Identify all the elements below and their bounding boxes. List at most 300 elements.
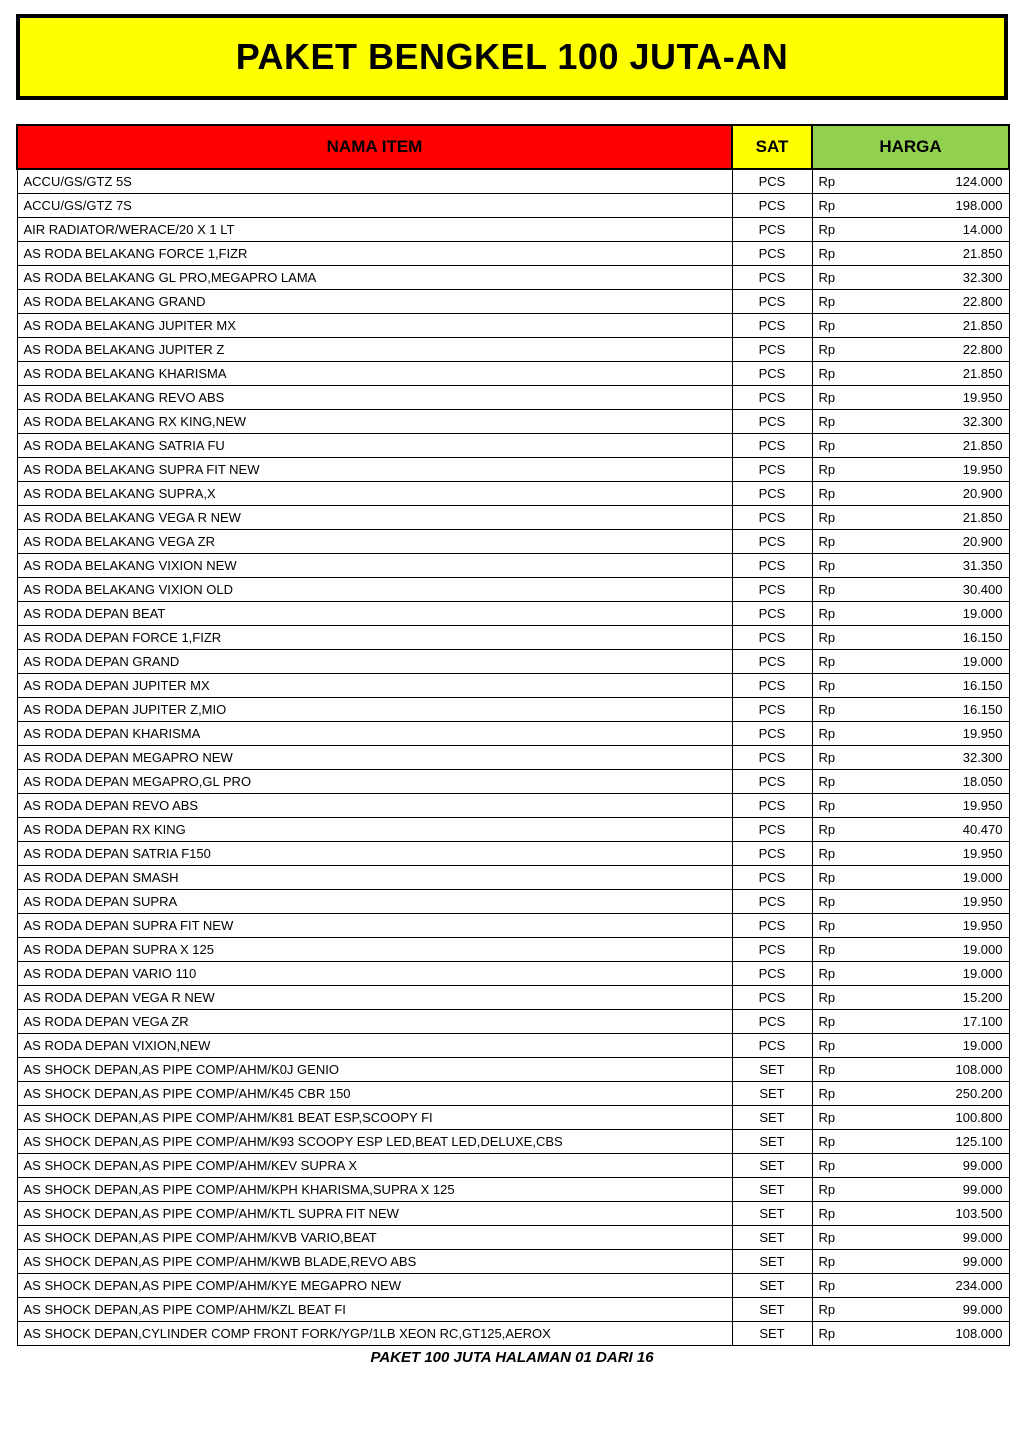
- price-cell: [812, 1273, 1009, 1297]
- price-value: 19.950: [962, 389, 1003, 405]
- currency-label: Rp: [818, 341, 836, 357]
- table-row: [17, 169, 1009, 193]
- table-row: [17, 1321, 1009, 1345]
- unit-cell: PCS: [732, 361, 812, 385]
- price-cell: [812, 409, 1009, 433]
- price-value: 40.470: [962, 821, 1003, 837]
- price-value: 22.800: [962, 341, 1003, 357]
- currency-label: Rp: [818, 317, 836, 333]
- unit-cell: PCS: [732, 649, 812, 673]
- item-name-cell: AS RODA DEPAN VEGA ZR: [17, 1009, 732, 1033]
- unit-cell: PCS: [732, 409, 812, 433]
- table-row: [17, 1105, 1009, 1129]
- unit-cell: SET: [732, 1129, 812, 1153]
- currency-label: Rp: [818, 773, 836, 789]
- currency-label: Rp: [818, 653, 836, 669]
- price-value: 21.850: [962, 365, 1003, 381]
- item-name-cell: AS RODA DEPAN SUPRA FIT NEW: [17, 913, 732, 937]
- table-row: [17, 673, 1009, 697]
- price-value: 108.000: [955, 1325, 1003, 1341]
- item-name-cell: AIR RADIATOR/WERACE/20 X 1 LT: [17, 217, 732, 241]
- table-row: [17, 409, 1009, 433]
- price-cell: [812, 169, 1009, 193]
- table-header: [17, 125, 1009, 169]
- unit-cell: SET: [732, 1321, 812, 1345]
- table-row: [17, 865, 1009, 889]
- table-row: [17, 1177, 1009, 1201]
- unit-cell: PCS: [732, 985, 812, 1009]
- price-value: 32.300: [962, 749, 1003, 765]
- item-name-cell: ACCU/GS/GTZ 7S: [17, 193, 732, 217]
- currency-label: Rp: [818, 893, 836, 909]
- currency-label: Rp: [818, 269, 836, 285]
- table-row: [17, 577, 1009, 601]
- table-row: [17, 649, 1009, 673]
- price-cell: [812, 625, 1009, 649]
- item-name-cell: AS RODA BELAKANG SATRIA FU: [17, 433, 732, 457]
- item-name-cell: AS RODA BELAKANG GRAND: [17, 289, 732, 313]
- table-row: [17, 697, 1009, 721]
- item-name-cell: AS SHOCK DEPAN,AS PIPE COMP/AHM/KTL SUPRA FIT NEW: [17, 1201, 732, 1225]
- price-value: 234.000: [955, 1277, 1003, 1293]
- item-name-cell: AS RODA BELAKANG VIXION NEW: [17, 553, 732, 577]
- price-cell: [812, 1225, 1009, 1249]
- table-row: [17, 1009, 1009, 1033]
- table-row: [17, 217, 1009, 241]
- price-cell: [812, 793, 1009, 817]
- price-cell: [812, 1081, 1009, 1105]
- price-value: 19.950: [962, 893, 1003, 909]
- table-row: [17, 313, 1009, 337]
- item-name-cell: AS SHOCK DEPAN,AS PIPE COMP/AHM/KVB VARIO,BEAT: [17, 1225, 732, 1249]
- price-value: 103.500: [955, 1205, 1003, 1221]
- price-value: 20.900: [962, 485, 1003, 501]
- unit-cell: PCS: [732, 721, 812, 745]
- item-name-cell: AS SHOCK DEPAN,AS PIPE COMP/AHM/K45 CBR 150: [17, 1081, 732, 1105]
- title-banner: [16, 14, 1008, 100]
- header-harga: HARGA: [812, 125, 1009, 169]
- price-value: 19.950: [962, 797, 1003, 813]
- price-cell: [812, 1249, 1009, 1273]
- table-row: [17, 1273, 1009, 1297]
- table-row: [17, 505, 1009, 529]
- table-row: [17, 385, 1009, 409]
- price-cell: [812, 241, 1009, 265]
- item-name-cell: AS RODA DEPAN SUPRA X 125: [17, 937, 732, 961]
- table-row: [17, 889, 1009, 913]
- price-value: 21.850: [962, 317, 1003, 333]
- unit-cell: PCS: [732, 193, 812, 217]
- price-cell: [812, 1129, 1009, 1153]
- item-name-cell: AS RODA BELAKANG VIXION OLD: [17, 577, 732, 601]
- unit-cell: SET: [732, 1201, 812, 1225]
- item-name-cell: AS SHOCK DEPAN,AS PIPE COMP/AHM/KZL BEAT FI: [17, 1297, 732, 1321]
- currency-label: Rp: [818, 629, 836, 645]
- price-cell: [812, 1057, 1009, 1081]
- price-value: 19.000: [962, 605, 1003, 621]
- unit-cell: PCS: [732, 169, 812, 193]
- item-name-cell: ACCU/GS/GTZ 5S: [17, 169, 732, 193]
- price-cell: [812, 649, 1009, 673]
- currency-label: Rp: [818, 1061, 836, 1077]
- unit-cell: PCS: [732, 481, 812, 505]
- item-name-cell: AS RODA DEPAN SMASH: [17, 865, 732, 889]
- unit-cell: PCS: [732, 673, 812, 697]
- item-name-cell: AS RODA BELAKANG KHARISMA: [17, 361, 732, 385]
- price-value: 18.050: [962, 773, 1003, 789]
- price-cell: [812, 961, 1009, 985]
- page-title: PAKET BENGKEL 100 JUTA-AN: [235, 36, 789, 77]
- price-cell: [812, 529, 1009, 553]
- item-name-cell: AS RODA DEPAN KHARISMA: [17, 721, 732, 745]
- price-value: 21.850: [962, 437, 1003, 453]
- item-name-cell: AS RODA DEPAN SATRIA F150: [17, 841, 732, 865]
- currency-label: Rp: [818, 821, 836, 837]
- price-cell: [812, 1321, 1009, 1345]
- price-value: 250.200: [955, 1085, 1003, 1101]
- price-value: 17.100: [962, 1013, 1003, 1029]
- unit-cell: PCS: [732, 625, 812, 649]
- item-name-cell: AS RODA DEPAN VEGA R NEW: [17, 985, 732, 1009]
- item-name-cell: AS SHOCK DEPAN,AS PIPE COMP/AHM/KYE MEGAPRO NEW: [17, 1273, 732, 1297]
- price-value: 19.950: [962, 917, 1003, 933]
- price-value: 30.400: [962, 581, 1003, 597]
- unit-cell: PCS: [732, 241, 812, 265]
- currency-label: Rp: [818, 749, 836, 765]
- price-value: 22.800: [962, 293, 1003, 309]
- price-cell: [812, 337, 1009, 361]
- table-row: [17, 361, 1009, 385]
- currency-label: Rp: [818, 389, 836, 405]
- table-row: [17, 241, 1009, 265]
- price-cell: [812, 385, 1009, 409]
- price-value: 99.000: [962, 1229, 1003, 1245]
- table-row: [17, 745, 1009, 769]
- price-cell: [812, 673, 1009, 697]
- currency-label: Rp: [818, 917, 836, 933]
- item-name-cell: AS RODA DEPAN VIXION,NEW: [17, 1033, 732, 1057]
- price-cell: [812, 505, 1009, 529]
- table-row: [17, 769, 1009, 793]
- unit-cell: PCS: [732, 337, 812, 361]
- unit-cell: PCS: [732, 385, 812, 409]
- table-row: [17, 1081, 1009, 1105]
- item-name-cell: AS SHOCK DEPAN,AS PIPE COMP/AHM/K0J GENIO: [17, 1057, 732, 1081]
- price-cell: [812, 1153, 1009, 1177]
- currency-label: Rp: [818, 1253, 836, 1269]
- unit-cell: PCS: [732, 841, 812, 865]
- table-row: [17, 841, 1009, 865]
- price-cell: [812, 1105, 1009, 1129]
- unit-cell: SET: [732, 1057, 812, 1081]
- table-row: [17, 793, 1009, 817]
- price-value: 16.150: [962, 677, 1003, 693]
- unit-cell: PCS: [732, 601, 812, 625]
- price-cell: [812, 1009, 1009, 1033]
- currency-label: Rp: [818, 1181, 836, 1197]
- item-name-cell: AS SHOCK DEPAN,AS PIPE COMP/AHM/KPH KHARISMA,SUPRA X 125: [17, 1177, 732, 1201]
- item-name-cell: AS RODA BELAKANG VEGA ZR: [17, 529, 732, 553]
- item-name-cell: AS SHOCK DEPAN,CYLINDER COMP FRONT FORK/YGP/1LB XEON RC,GT125,AEROX: [17, 1321, 732, 1345]
- currency-label: Rp: [818, 1205, 836, 1221]
- unit-cell: PCS: [732, 1009, 812, 1033]
- price-value: 21.850: [962, 509, 1003, 525]
- currency-label: Rp: [818, 533, 836, 549]
- price-value: 108.000: [955, 1061, 1003, 1077]
- table-row: [17, 481, 1009, 505]
- item-name-cell: AS RODA BELAKANG JUPITER MX: [17, 313, 732, 337]
- item-name-cell: AS RODA DEPAN MEGAPRO NEW: [17, 745, 732, 769]
- table-row: [17, 193, 1009, 217]
- unit-cell: PCS: [732, 865, 812, 889]
- currency-label: Rp: [818, 725, 836, 741]
- item-name-cell: AS SHOCK DEPAN,AS PIPE COMP/AHM/KEV SUPRA X: [17, 1153, 732, 1177]
- item-name-cell: AS RODA BELAKANG JUPITER Z: [17, 337, 732, 361]
- price-value: 15.200: [962, 989, 1003, 1005]
- unit-cell: SET: [732, 1105, 812, 1129]
- price-value: 19.950: [962, 461, 1003, 477]
- currency-label: Rp: [818, 245, 836, 261]
- price-cell: [812, 457, 1009, 481]
- price-cell: [812, 313, 1009, 337]
- item-name-cell: AS RODA BELAKANG SUPRA FIT NEW: [17, 457, 732, 481]
- unit-cell: PCS: [732, 289, 812, 313]
- unit-cell: PCS: [732, 697, 812, 721]
- unit-cell: PCS: [732, 1033, 812, 1057]
- currency-label: Rp: [818, 293, 836, 309]
- price-value: 198.000: [955, 197, 1003, 213]
- unit-cell: PCS: [732, 769, 812, 793]
- table-row: [17, 265, 1009, 289]
- header-sat: SAT: [732, 125, 812, 169]
- price-cell: [812, 481, 1009, 505]
- currency-label: Rp: [818, 1013, 836, 1029]
- table-row: [17, 337, 1009, 361]
- table-row: [17, 529, 1009, 553]
- price-table: [16, 124, 1010, 1346]
- currency-label: Rp: [818, 1301, 836, 1317]
- table-row: [17, 1201, 1009, 1225]
- unit-cell: PCS: [732, 217, 812, 241]
- price-value: 99.000: [962, 1181, 1003, 1197]
- price-value: 16.150: [962, 701, 1003, 717]
- table-row: [17, 601, 1009, 625]
- table-row: [17, 553, 1009, 577]
- price-value: 14.000: [962, 221, 1003, 237]
- price-value: 19.000: [962, 653, 1003, 669]
- price-cell: [812, 1177, 1009, 1201]
- item-name-cell: AS RODA DEPAN JUPITER Z,MIO: [17, 697, 732, 721]
- currency-label: Rp: [818, 509, 836, 525]
- price-value: 31.350: [962, 557, 1003, 573]
- currency-label: Rp: [818, 173, 836, 189]
- price-cell: [812, 553, 1009, 577]
- table-row: [17, 1225, 1009, 1249]
- unit-cell: SET: [732, 1273, 812, 1297]
- price-cell: [812, 865, 1009, 889]
- currency-label: Rp: [818, 941, 836, 957]
- price-value: 20.900: [962, 533, 1003, 549]
- table-row: [17, 1153, 1009, 1177]
- item-name-cell: AS RODA BELAKANG SUPRA,X: [17, 481, 732, 505]
- item-name-cell: AS RODA BELAKANG REVO ABS: [17, 385, 732, 409]
- currency-label: Rp: [818, 437, 836, 453]
- unit-cell: SET: [732, 1177, 812, 1201]
- price-value: 19.000: [962, 1037, 1003, 1053]
- item-name-cell: AS RODA DEPAN MEGAPRO,GL PRO: [17, 769, 732, 793]
- currency-label: Rp: [818, 1037, 836, 1053]
- price-cell: [812, 985, 1009, 1009]
- price-cell: [812, 577, 1009, 601]
- currency-label: Rp: [818, 197, 836, 213]
- currency-label: Rp: [818, 413, 836, 429]
- table-row: [17, 1057, 1009, 1081]
- item-name-cell: AS RODA DEPAN BEAT: [17, 601, 732, 625]
- table-row: [17, 913, 1009, 937]
- unit-cell: PCS: [732, 961, 812, 985]
- price-value: 19.950: [962, 845, 1003, 861]
- table-row: [17, 985, 1009, 1009]
- currency-label: Rp: [818, 485, 836, 501]
- table-row: [17, 457, 1009, 481]
- price-cell: [812, 433, 1009, 457]
- price-cell: [812, 841, 1009, 865]
- item-name-cell: AS RODA DEPAN GRAND: [17, 649, 732, 673]
- price-value: 19.000: [962, 941, 1003, 957]
- item-name-cell: AS RODA BELAKANG GL PRO,MEGAPRO LAMA: [17, 265, 732, 289]
- price-cell: [812, 193, 1009, 217]
- item-name-cell: AS RODA DEPAN SUPRA: [17, 889, 732, 913]
- table-row: [17, 289, 1009, 313]
- price-cell: [812, 913, 1009, 937]
- table-row: [17, 433, 1009, 457]
- price-value: 99.000: [962, 1301, 1003, 1317]
- price-cell: [812, 217, 1009, 241]
- price-value: 21.850: [962, 245, 1003, 261]
- price-value: 19.000: [962, 965, 1003, 981]
- price-value: 19.950: [962, 725, 1003, 741]
- currency-label: Rp: [818, 1157, 836, 1173]
- currency-label: Rp: [818, 1277, 836, 1293]
- item-name-cell: AS SHOCK DEPAN,AS PIPE COMP/AHM/K93 SCOOPY ESP LED,BEAT LED,DELUXE,CBS: [17, 1129, 732, 1153]
- currency-label: Rp: [818, 989, 836, 1005]
- currency-label: Rp: [818, 1325, 836, 1341]
- item-name-cell: AS RODA DEPAN FORCE 1,FIZR: [17, 625, 732, 649]
- item-name-cell: AS RODA DEPAN REVO ABS: [17, 793, 732, 817]
- currency-label: Rp: [818, 1229, 836, 1245]
- item-name-cell: AS RODA DEPAN RX KING: [17, 817, 732, 841]
- unit-cell: PCS: [732, 313, 812, 337]
- currency-label: Rp: [818, 221, 836, 237]
- currency-label: Rp: [818, 1085, 836, 1101]
- unit-cell: SET: [732, 1153, 812, 1177]
- item-name-cell: AS RODA BELAKANG VEGA R NEW: [17, 505, 732, 529]
- unit-cell: PCS: [732, 745, 812, 769]
- currency-label: Rp: [818, 845, 836, 861]
- table-row: [17, 1249, 1009, 1273]
- price-cell: [812, 817, 1009, 841]
- header-nama-item: NAMA ITEM: [17, 125, 732, 169]
- item-name-cell: AS RODA BELAKANG RX KING,NEW: [17, 409, 732, 433]
- table-row: [17, 1129, 1009, 1153]
- table-row: [17, 721, 1009, 745]
- currency-label: Rp: [818, 605, 836, 621]
- price-cell: [812, 769, 1009, 793]
- item-name-cell: AS RODA BELAKANG FORCE 1,FIZR: [17, 241, 732, 265]
- currency-label: Rp: [818, 797, 836, 813]
- currency-label: Rp: [818, 365, 836, 381]
- price-cell: [812, 265, 1009, 289]
- table-row: [17, 625, 1009, 649]
- unit-cell: PCS: [732, 889, 812, 913]
- currency-label: Rp: [818, 581, 836, 597]
- price-table-body: [17, 169, 1009, 1345]
- unit-cell: SET: [732, 1249, 812, 1273]
- page-footer: PAKET 100 JUTA HALAMAN 01 DARI 16: [370, 1348, 654, 1366]
- unit-cell: PCS: [732, 457, 812, 481]
- price-cell: [812, 697, 1009, 721]
- table-header-row: [17, 125, 1009, 169]
- price-value: 124.000: [955, 173, 1003, 189]
- table-row: [17, 1297, 1009, 1321]
- unit-cell: PCS: [732, 577, 812, 601]
- item-name-cell: AS SHOCK DEPAN,AS PIPE COMP/AHM/K81 BEAT ESP,SCOOPY FI: [17, 1105, 732, 1129]
- price-cell: [812, 721, 1009, 745]
- table-row: [17, 1033, 1009, 1057]
- table-row: [17, 961, 1009, 985]
- unit-cell: PCS: [732, 937, 812, 961]
- price-value: 100.800: [955, 1109, 1003, 1125]
- unit-cell: PCS: [732, 793, 812, 817]
- price-cell: [812, 1033, 1009, 1057]
- price-cell: [812, 1201, 1009, 1225]
- unit-cell: SET: [732, 1081, 812, 1105]
- unit-cell: SET: [732, 1297, 812, 1321]
- unit-cell: PCS: [732, 553, 812, 577]
- price-cell: [812, 361, 1009, 385]
- currency-label: Rp: [818, 869, 836, 885]
- currency-label: Rp: [818, 461, 836, 477]
- price-value: 99.000: [962, 1157, 1003, 1173]
- table-row: [17, 937, 1009, 961]
- currency-label: Rp: [818, 677, 836, 693]
- currency-label: Rp: [818, 1109, 836, 1125]
- currency-label: Rp: [818, 557, 836, 573]
- unit-cell: PCS: [732, 817, 812, 841]
- price-value: 99.000: [962, 1253, 1003, 1269]
- item-name-cell: AS SHOCK DEPAN,AS PIPE COMP/AHM/KWB BLADE,REVO ABS: [17, 1249, 732, 1273]
- price-value: 125.100: [955, 1133, 1003, 1149]
- currency-label: Rp: [818, 965, 836, 981]
- price-value: 32.300: [962, 269, 1003, 285]
- price-cell: [812, 745, 1009, 769]
- price-cell: [812, 1297, 1009, 1321]
- table-row: [17, 817, 1009, 841]
- price-cell: [812, 937, 1009, 961]
- item-name-cell: AS RODA DEPAN VARIO 110: [17, 961, 732, 985]
- price-cell: [812, 601, 1009, 625]
- unit-cell: PCS: [732, 913, 812, 937]
- price-cell: [812, 889, 1009, 913]
- item-name-cell: AS RODA DEPAN JUPITER MX: [17, 673, 732, 697]
- currency-label: Rp: [818, 701, 836, 717]
- price-value: 16.150: [962, 629, 1003, 645]
- price-cell: [812, 289, 1009, 313]
- price-value: 32.300: [962, 413, 1003, 429]
- unit-cell: PCS: [732, 505, 812, 529]
- unit-cell: SET: [732, 1225, 812, 1249]
- unit-cell: PCS: [732, 433, 812, 457]
